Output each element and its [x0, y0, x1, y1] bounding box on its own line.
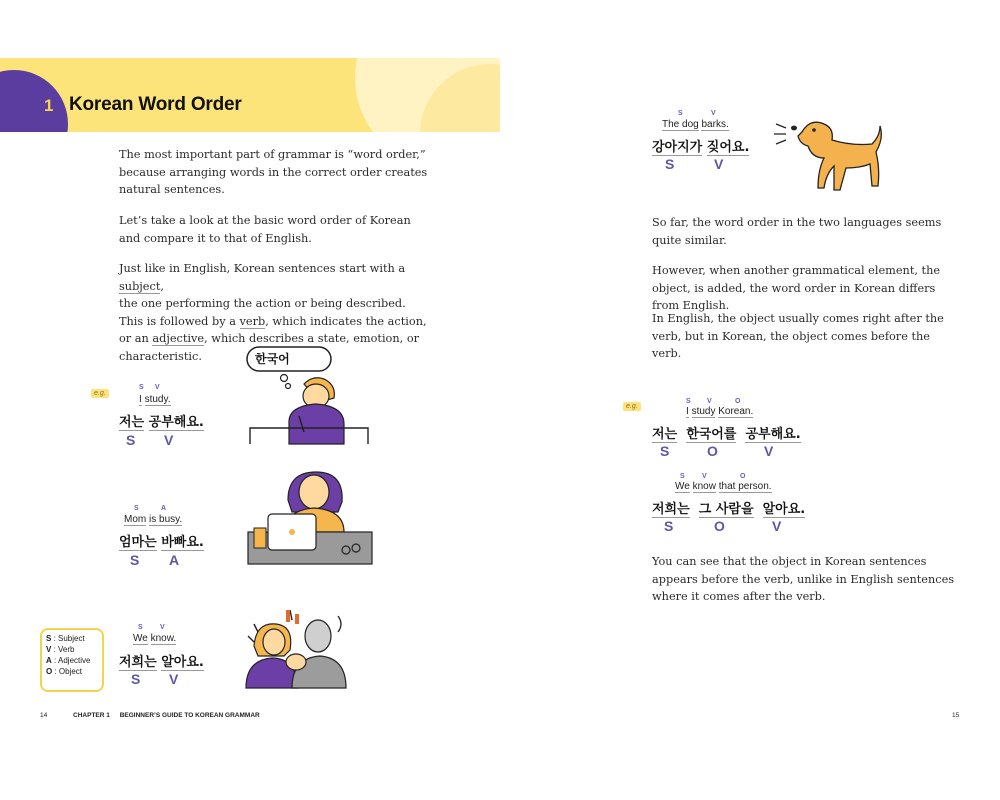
legend-item: O : Object	[46, 667, 83, 676]
thought-bubble-text: 한국어	[255, 352, 290, 366]
barking-dog-illustration	[772, 114, 884, 194]
chapter-banner	[0, 58, 500, 132]
definitions-paragraph: Just like in English, Korean sentences start with a subject, the one performing the action or being described. This is followed by a verb, which indicates the action, or an adjective, which describes a state, emotion, or characteristic.	[119, 262, 427, 363]
term-verb: verb	[239, 314, 266, 328]
eg-label: e.g.	[91, 389, 109, 398]
busy-mom-illustration	[244, 470, 374, 566]
section-title: Korean Word Order	[69, 94, 242, 115]
chapter-number: 1	[44, 96, 54, 115]
legend-item: V : Verb	[46, 645, 75, 654]
object-position-paragraph: In English, the object usually comes right after the verb, but in Korean, the object comes before the verb.	[652, 312, 944, 360]
footer-book-title: BEGINNER’S GUIDE TO KOREAN GRAMMAR	[119, 712, 260, 719]
legend-item: A : Adjective	[46, 656, 91, 665]
term-subject: subject	[119, 279, 161, 293]
conclusion-paragraph: You can see that the object in Korean sentences appears before the verb, unlike in English sentences where it comes after the verb.	[652, 555, 955, 603]
term-adjective: adjective	[152, 332, 205, 345]
chapter-circle	[0, 70, 68, 132]
similar-paragraph: So far, the word order in the two languages seems quite similar.	[652, 216, 942, 247]
page-number-left: 14	[40, 712, 48, 719]
eg-label-right: e.g.	[623, 402, 641, 411]
footer-left	[40, 712, 260, 719]
intro-paragraph: The most important part of grammar is “word order,” because arranging words in the correct order creates natural sentences.	[119, 148, 428, 196]
page-number-right: 15	[952, 712, 960, 719]
object-paragraph: However, when another grammatical element, the object, is added, the word order in Korean differs from English.	[652, 264, 941, 312]
compare-paragraph: Let’s take a look at the basic word order of Korean and compare it to that of English.	[119, 214, 411, 245]
footer-chapter: CHAPTER 1	[73, 712, 110, 719]
legend-box	[40, 628, 104, 692]
legend-item: S : Subject	[46, 634, 85, 643]
hugging-illustration	[240, 606, 352, 690]
